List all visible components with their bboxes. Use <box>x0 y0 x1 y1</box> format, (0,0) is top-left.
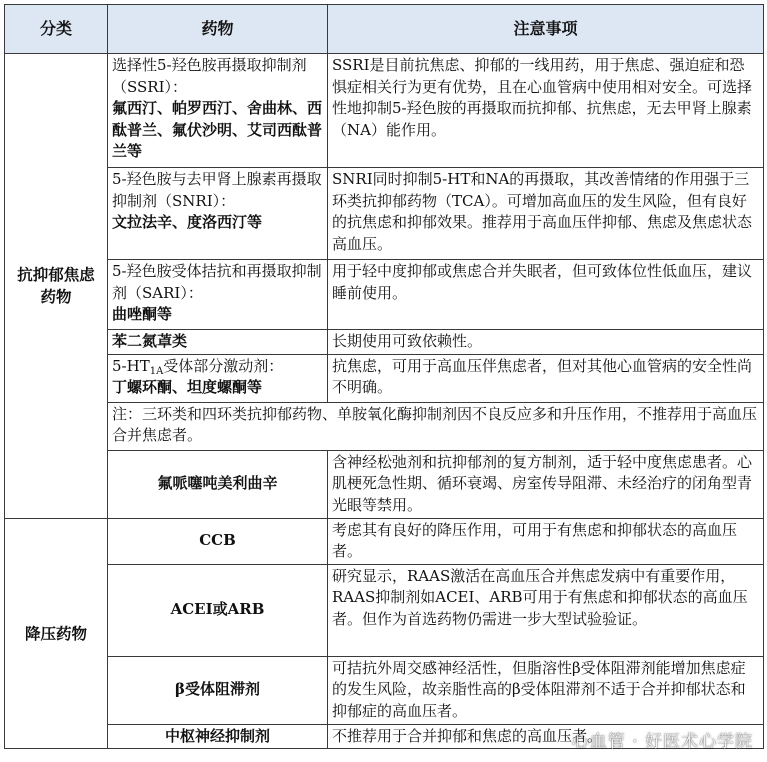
table-row-beta-blocker <box>5 656 764 724</box>
table-row-snri <box>5 168 764 260</box>
drug-cell-ssri <box>108 54 328 168</box>
drug-benzodiazepine: 苯二氮䓬类 <box>108 330 328 355</box>
notes-ccb: 考虑其有良好的降压作用，可用于有焦虑和抑郁状态的高血压者。 <box>328 518 764 564</box>
table-row-sari <box>5 260 764 330</box>
table-row-ssri <box>5 54 764 168</box>
watermark: 心血管 · 好医术心学院 <box>571 732 753 752</box>
notes-beta-blocker: 可拮抗外周交感神经活性，但脂溶性β受体阻滞剂能增加焦虑症的发生风险，故亲脂性高的β受体阻滞剂不适于合并抑郁状态和抑郁症的高血压者。 <box>328 656 764 724</box>
drug-examples-sari: 曲唑酮等 <box>112 305 173 323</box>
drug-beta-blocker: β受体阻滞剂 <box>108 656 328 724</box>
header-notes: 注意事项 <box>328 5 764 54</box>
drug-class-ssri: 选择性5-羟色胺再摄取抑制剂（SSRI）： <box>112 56 307 96</box>
table-row-note <box>5 402 764 450</box>
notes-flupentixol-melitracen: 含神经松弛剂和抗抑郁剂的复方制剂，适于轻中度焦虑患者。心肌梗死急性期、循环衰竭、房室传导阻滞、未经治疗的闭角型青光眼等禁用。 <box>328 450 764 518</box>
notes-5ht1a: 抗焦虑，可用于高血压伴焦虑者，但对其他心血管病的安全性尚不明确。 <box>328 354 764 402</box>
notes-sari: 用于轻中度抑郁或焦虑合并失眠者，但可致体位性低血压，建议睡前使用。 <box>328 260 764 330</box>
header-row <box>5 5 764 54</box>
notes-acei-arb: 研究显示，RAAS激活在高血压合并焦虑发病中有重要作用，RAAS抑制剂如ACEI、ARB可用于有焦虑和抑郁状态的高血压者。但作为首选药物仍需进一步大型试验验证。 <box>328 564 764 656</box>
drug-ccb: CCB <box>108 518 328 564</box>
category-antihypertensive: 降压药物 <box>5 518 108 749</box>
drug-examples-snri: 文拉法辛、度洛西汀等 <box>112 213 263 231</box>
drug-class-5ht1a-b: 受体部分激动剂： <box>163 356 284 375</box>
header-category: 分类 <box>5 5 108 54</box>
table-row-ccb <box>5 518 764 564</box>
table-row-flupentixol <box>5 450 764 518</box>
drug-class-sari: 5-羟色胺受体拮抗和再摄取抑制剂（SARI）： <box>112 262 322 302</box>
table-row-acei-arb <box>5 564 764 656</box>
drug-acei-arb: ACEI或ARB <box>108 564 328 656</box>
table-row-benzodiazepine <box>5 330 764 355</box>
drug-class-5ht1a-a: 5-HT <box>112 356 150 375</box>
notes-ssri: SSRI是目前抗焦虑、抑郁的一线用药，用于焦虑、强迫症和恐惧症相关行为更有优势，且在心血管病中使用相对安全。可选择性地抑制5-羟色胺的再摄取而抗抑郁、抗焦虑，无去甲肾上腺素（NA）能作用。 <box>328 54 764 168</box>
drug-cell-snri <box>108 168 328 260</box>
drug-flupentixol-melitracen: 氟哌噻吨美利曲辛 <box>108 450 328 518</box>
drug-examples-5ht1a: 丁螺环酮、坦度螺酮等 <box>112 378 263 396</box>
footnote-tca-maoi: 注：三环类和四环类抗抑郁药物、单胺氧化酶抑制剂因不良反应多和升压作用，不推荐用于高血压合并焦虑者。 <box>108 402 764 450</box>
notes-snri: SNRI同时抑制5-HT和NA的再摄取，其改善情绪的作用强于三环类抗抑郁药物（TCA）。可增加高血压的发生风险，但有良好的抗焦虑和抑郁效果。推荐用于高血压伴抑郁、焦虑及焦虑状态高血压。 <box>328 168 764 260</box>
drug-precautions-table <box>4 4 764 749</box>
notes-central-inhibitor: 不推荐用于合并抑郁和焦虑的高血压者。 <box>328 724 764 749</box>
notes-benzodiazepine: 长期使用可致依赖性。 <box>328 330 764 355</box>
drug-cell-sari <box>108 260 328 330</box>
header-drug: 药物 <box>108 5 328 54</box>
table-row-5ht1a <box>5 354 764 402</box>
drug-class-snri: 5-羟色胺与去甲肾上腺素再摄取抑制剂（SNRI）： <box>112 170 322 210</box>
category-antidepressant-anxiolytic: 抗抑郁焦虑药物 <box>5 54 108 519</box>
drug-examples-ssri: 氟西汀、帕罗西汀、舍曲林、西酞普兰、氟伏沙明、艾司西酞普兰等 <box>112 99 323 160</box>
drug-class-5ht1a-subscript: 1A <box>149 365 164 377</box>
drug-central-inhibitor: 中枢神经抑制剂 <box>108 724 328 749</box>
drug-cell-5ht1a <box>108 354 328 402</box>
